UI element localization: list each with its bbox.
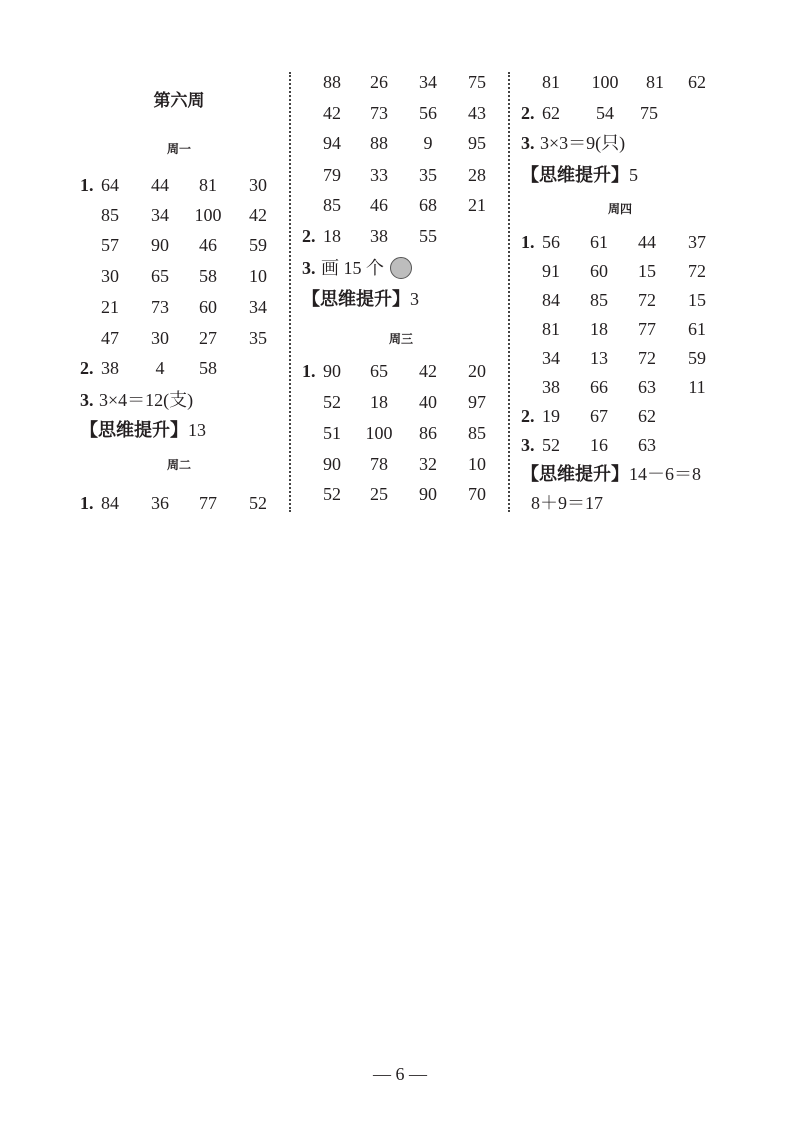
answer-value: 75	[468, 72, 486, 92]
answer-text: 8＋9＝17	[531, 493, 603, 513]
answer-value: 35	[419, 165, 437, 185]
answer-value: 60	[590, 261, 608, 281]
answer-value: 35	[249, 328, 267, 348]
answer-value: 81	[199, 175, 217, 195]
answer-value: 91	[542, 261, 560, 281]
answer-value: 68	[419, 195, 437, 215]
answer-value: 79	[323, 165, 341, 185]
answer-value: 61	[590, 232, 608, 252]
circle-icon	[390, 257, 412, 279]
answer-value: 95	[468, 133, 486, 153]
question-number: 2.	[302, 226, 316, 246]
answer-value: 81	[646, 72, 664, 92]
answer-value: 65	[370, 361, 388, 381]
answer-value: 59	[688, 348, 706, 368]
answer-value: 62	[542, 103, 560, 123]
answer-value: 66	[590, 377, 608, 397]
answer-value: 86	[419, 423, 437, 443]
answer-value: 18	[370, 392, 388, 412]
answer-value: 56	[419, 103, 437, 123]
answer-value: 90	[323, 361, 341, 381]
question-number: 3.	[80, 390, 94, 410]
answer-value: 47	[101, 328, 119, 348]
answer-value: 40	[419, 392, 437, 412]
answer-value: 65	[151, 266, 169, 286]
answer-value: 34	[151, 205, 169, 225]
answer-value: 72	[638, 348, 656, 368]
answer-value: 38	[370, 226, 388, 246]
answer-value: 72	[638, 290, 656, 310]
day-heading-tuesday: 周二	[166, 458, 191, 472]
question-number: 3.	[521, 133, 535, 153]
question-number: 2.	[521, 406, 535, 426]
question-number: 1.	[302, 361, 316, 381]
answer-value: 85	[590, 290, 608, 310]
question-number: 3.	[302, 258, 316, 278]
answer-value: 73	[370, 103, 388, 123]
answer-value: 85	[323, 195, 341, 215]
answer-value: 33	[370, 165, 388, 185]
question-number: 2.	[80, 358, 94, 378]
answer-value: 10	[249, 266, 267, 286]
answer-value: 34	[419, 72, 437, 92]
answer-value: 67	[590, 406, 608, 426]
answer-value: 32	[419, 454, 437, 474]
answer-value: 21	[101, 297, 119, 317]
answer-value: 84	[101, 493, 119, 513]
thinking-answer: 【思维提升】13	[80, 420, 206, 441]
page-number: — 6 —	[373, 1064, 427, 1084]
answer-value: 88	[370, 133, 388, 153]
answer-value: 54	[596, 103, 614, 123]
answer-value: 78	[370, 454, 388, 474]
answer-value: 60	[199, 297, 217, 317]
answer-value: 28	[468, 165, 486, 185]
answer-value: 90	[323, 454, 341, 474]
answer-value: 52	[249, 493, 267, 513]
answer-value: 97	[468, 392, 486, 412]
day-heading-monday: 周一	[166, 142, 191, 156]
answer-value: 77	[638, 319, 656, 339]
question-number: 2.	[521, 103, 535, 123]
answer-value: 58	[199, 266, 217, 286]
answer-value: 42	[323, 103, 341, 123]
answer-text: 画 15 个	[321, 253, 412, 283]
answer-value: 34	[542, 348, 560, 368]
answer-value: 18	[323, 226, 341, 246]
answer-value: 46	[199, 235, 217, 255]
answer-value: 57	[101, 235, 119, 255]
answer-value: 10	[468, 454, 486, 474]
answer-value: 75	[640, 103, 658, 123]
answer-value: 61	[688, 319, 706, 339]
answer-value: 38	[101, 358, 119, 378]
column-divider-2	[508, 72, 510, 512]
answer-value: 44	[638, 232, 656, 252]
answer-value: 52	[323, 392, 341, 412]
answer-value: 90	[419, 484, 437, 504]
answer-value: 30	[249, 175, 267, 195]
answer-value: 38	[542, 377, 560, 397]
day-heading-wednesday: 周三	[388, 332, 413, 346]
answer-value: 85	[101, 205, 119, 225]
answer-value: 30	[101, 266, 119, 286]
column-divider-1	[289, 72, 291, 512]
answer-value: 15	[638, 261, 656, 281]
answer-value: 36	[151, 493, 169, 513]
answer-value: 42	[419, 361, 437, 381]
answer-value: 84	[542, 290, 560, 310]
thinking-answer: 【思维提升】14－6＝8	[521, 464, 701, 485]
answer-value: 85	[468, 423, 486, 443]
question-number: 3.	[521, 435, 535, 455]
answer-value: 100	[591, 72, 619, 92]
answer-value: 55	[419, 226, 437, 246]
answer-value: 100	[194, 205, 222, 225]
answer-value: 34	[249, 297, 267, 317]
answer-value: 73	[151, 297, 169, 317]
answer-value: 13	[590, 348, 608, 368]
answer-value: 21	[468, 195, 486, 215]
answer-value: 18	[590, 319, 608, 339]
answer-value: 15	[688, 290, 706, 310]
answer-value: 88	[323, 72, 341, 92]
answer-value: 77	[199, 493, 217, 513]
answer-value: 16	[590, 435, 608, 455]
answer-value: 42	[249, 205, 267, 225]
answer-value: 26	[370, 72, 388, 92]
answer-text: 3×4＝12(支)	[99, 390, 194, 410]
answer-value: 62	[688, 72, 706, 92]
answer-value: 56	[542, 232, 560, 252]
answer-value: 20	[468, 361, 486, 381]
answer-value: 81	[542, 319, 560, 339]
answer-value: 58	[199, 358, 217, 378]
answer-value: 70	[468, 484, 486, 504]
answer-value: 19	[542, 406, 560, 426]
answer-value: 52	[542, 435, 560, 455]
answer-value: 9	[423, 133, 433, 153]
question-number: 1.	[80, 493, 94, 513]
day-heading-thursday: 周四	[607, 202, 632, 216]
answer-value: 51	[323, 423, 341, 443]
answer-value: 81	[542, 72, 560, 92]
question-number: 1.	[521, 232, 535, 252]
answer-value: 63	[638, 435, 656, 455]
answer-value: 100	[365, 423, 393, 443]
answer-value: 59	[249, 235, 267, 255]
answer-value: 44	[151, 175, 169, 195]
answer-value: 4	[155, 358, 165, 378]
week-title: 第六周	[153, 91, 205, 111]
answer-value: 46	[370, 195, 388, 215]
thinking-answer: 【思维提升】3	[302, 289, 419, 310]
answer-value: 30	[151, 328, 169, 348]
answer-text: 3×3＝9(只)	[540, 133, 626, 153]
answer-value: 37	[688, 232, 706, 252]
answer-value: 11	[688, 377, 706, 397]
answer-value: 52	[323, 484, 341, 504]
thinking-answer: 【思维提升】5	[521, 165, 638, 186]
answer-value: 43	[468, 103, 486, 123]
answer-value: 63	[638, 377, 656, 397]
question-number: 1.	[80, 175, 94, 195]
answer-value: 62	[638, 406, 656, 426]
answer-value: 25	[370, 484, 388, 504]
answer-value: 94	[323, 133, 341, 153]
answer-value: 90	[151, 235, 169, 255]
answer-value: 64	[101, 175, 119, 195]
answer-value: 27	[199, 328, 217, 348]
answer-value: 72	[688, 261, 706, 281]
